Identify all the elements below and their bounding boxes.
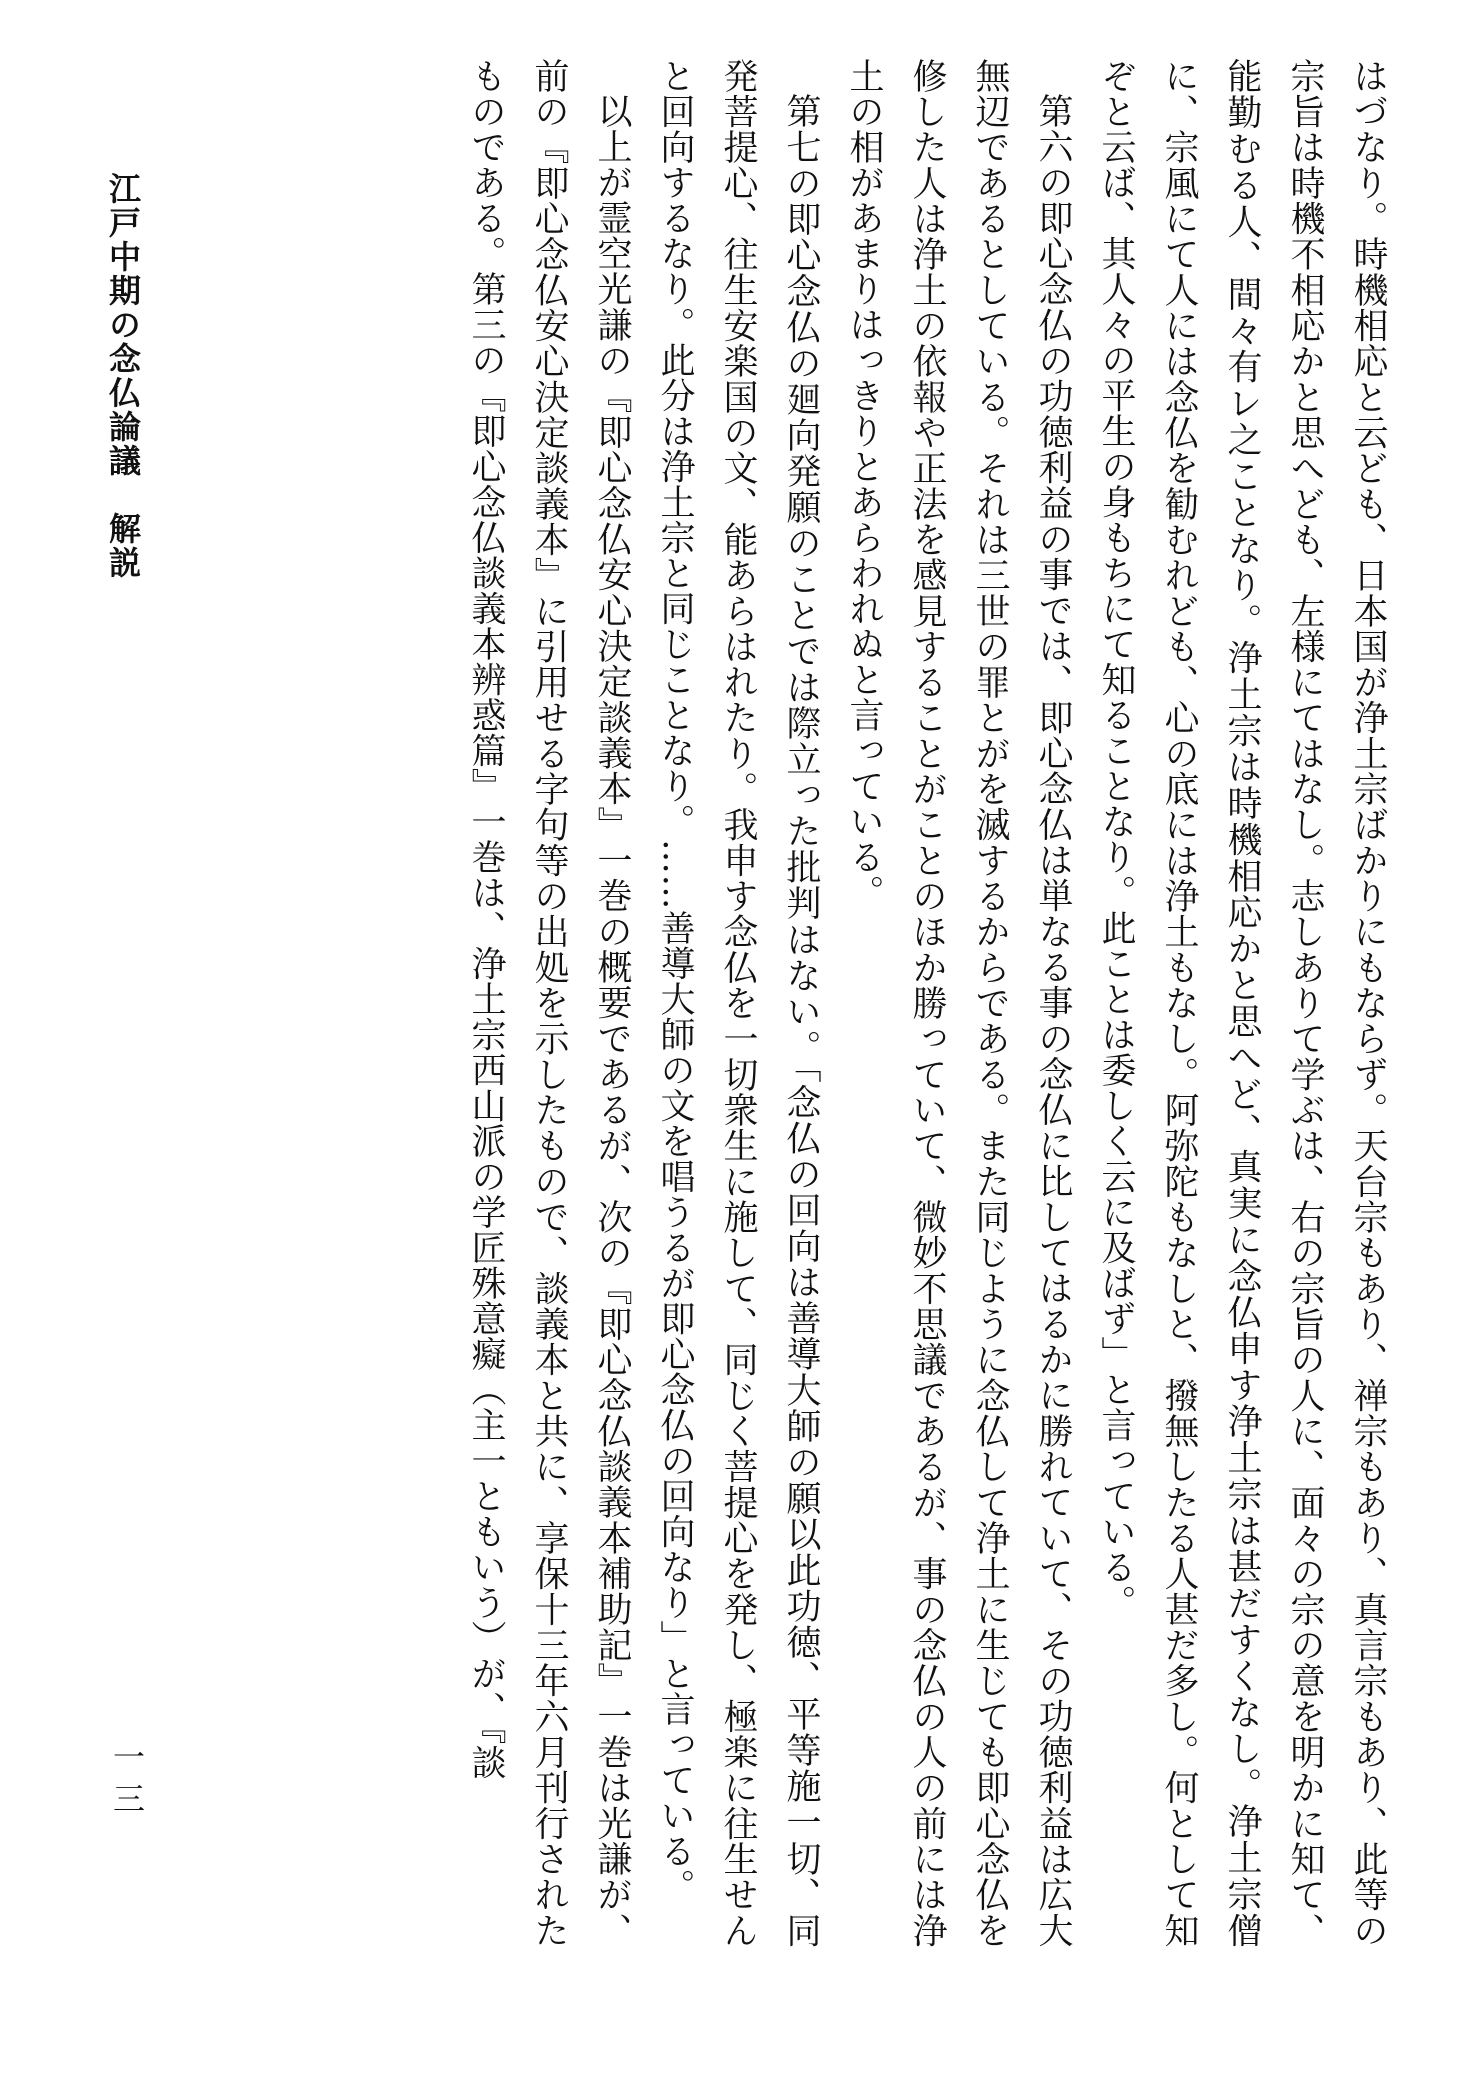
- page-number: 一三: [108, 1740, 146, 1824]
- paragraph: 以上が霊空光謙の『即心念仏安心決定談義本』一巻の概要であるが、次の『即心念仏談義本補助記』一巻は光謙が、前の『即心念仏安心決定談義本』に引用せる字句等の出処を示したもので、談義本と共に、享保十三年六月刊行されたものである。第三の『即心念仏談義本辨惑篇』一巻は、浄土宗西山派の学匠殊意癡（主一ともいう）が、『談: [466, 58, 632, 1948]
- running-head: 江戸中期の念仏論議 解説: [104, 172, 142, 580]
- paragraph: はづなり。時機相応と云ども、日本国が浄土宗ばかりにもならず。天台宗もあり、禅宗もあり、真言宗もあり、此等の宗旨は時機不相応かと思へども、左様にてはなし。志しありて学ぶは、右の宗旨の人に、面々の宗の意を明かに知て、能勤むる人、間々有レ之ことなり。浄土宗は時機相応かと思へど、真実に念仏申す浄土宗は甚だすくなし。浄土宗僧に、宗風にて人には念仏を勧むれども、心の底には浄土もなし。阿弥陀もなしと、撥無したる人甚だ多し。何として知ぞと云ば、其人々の平生の身もちにて知ることなり。此ことは委しく云に及ばず」と言っている。: [1096, 58, 1388, 1949]
- body-text: [219, 58, 1399, 1948]
- paragraph: 第七の即心念仏の廻向発願のことでは際立った批判はない。「念仏の回向は善導大師の願以此功徳、平等施一切、同発菩提心、往生安楽国の文、能あらはれたり。我申す念仏を一切衆生に施して、同じく菩提心を発し、極楽に往生せんと回向するなり。此分は浄土宗と同じことなり。……善導大師の文を唱うるが即心念仏の回向なり」と言っている。: [655, 58, 821, 1948]
- paragraph: 第六の即心念仏の功徳利益の事では、即心念仏は単なる事の念仏に比してはるかに勝れていて、その功徳利益は広大無辺であるとしている。それは三世の罪とがを滅するからである。また同じように念仏して浄土に生じても即心念仏を修した人は浄土の依報や正法を感見することがことのほか勝っていて、微妙不思議であるが、事の念仏の人の前には浄土の相があまりはっきりとあらわれぬと言っている。: [844, 58, 1073, 1949]
